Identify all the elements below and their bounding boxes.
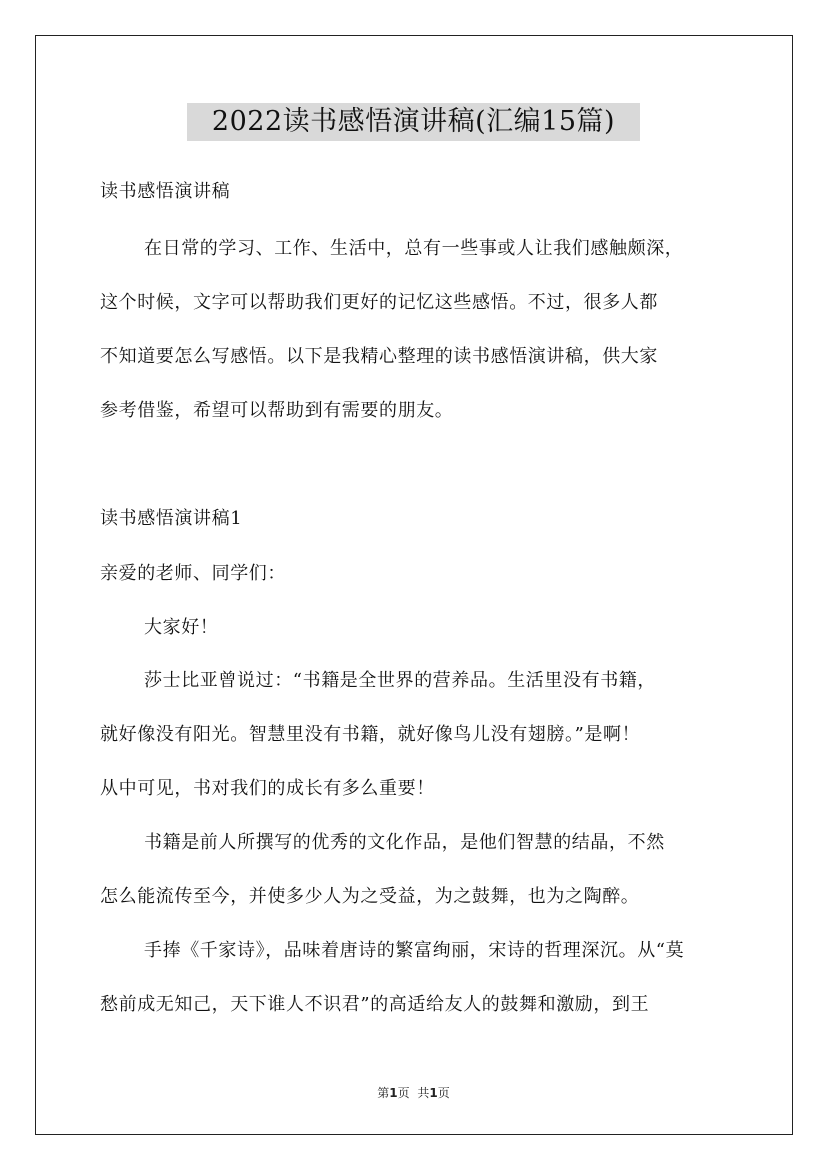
- paragraph-line: 在日常的学习、工作、生活中，总有一些事或人让我们感触颇深，: [144, 238, 684, 259]
- paragraph-line: 就好像没有阳光。智慧里没有书籍，就好像鸟儿没有翅膀。”是啊！: [100, 724, 641, 745]
- section-heading: 读书感悟演讲稿: [100, 181, 231, 202]
- section-heading: 读书感悟演讲稿1: [100, 508, 243, 529]
- paragraph-line: 莎士比亚曾说过：“书籍是全世界的营养品。生活里没有书籍，: [144, 670, 656, 691]
- paragraph-line: 愁前成无知己，天下谁人不识君”的高适给友人的鼓舞和激励，到王: [100, 994, 650, 1015]
- paragraph-line: 参考借鉴，希望可以帮助到有需要的朋友。: [100, 400, 454, 421]
- footer-total-pages: 1: [429, 1086, 438, 1100]
- greeting: 大家好！: [144, 617, 219, 638]
- footer-total-prefix: 共: [417, 1086, 430, 1100]
- paragraph-line: 手捧《千家诗》，品味着唐诗的繁富绚丽，宋诗的哲理深沉。从“莫: [144, 940, 685, 961]
- paragraph-line: 从中可见，书对我们的成长有多么重要！: [100, 778, 435, 799]
- page-footer: [0, 1084, 827, 1101]
- footer-page-suffix: 页: [397, 1086, 410, 1100]
- paragraph-line: 这个时候，文字可以帮助我们更好的记忆这些感悟。不过，很多人都: [100, 292, 658, 313]
- paragraph-line: 怎么能流传至今，并使多少人为之受益，为之鼓舞，也为之陶醉。: [100, 886, 640, 907]
- footer-page-number: 1: [389, 1086, 398, 1100]
- footer-page-prefix: 第: [377, 1086, 390, 1100]
- salutation: 亲爱的老师、同学们：: [100, 563, 286, 584]
- paragraph-line: 书籍是前人所撰写的优秀的文化作品，是他们智慧的结晶，不然: [144, 832, 665, 853]
- paragraph-line: 不知道要怎么写感悟。以下是我精心整理的读书感悟演讲稿，供大家: [100, 346, 658, 367]
- document-title: 2022读书感悟演讲稿(汇编15篇): [187, 103, 640, 141]
- footer-total-suffix: 页: [437, 1086, 450, 1100]
